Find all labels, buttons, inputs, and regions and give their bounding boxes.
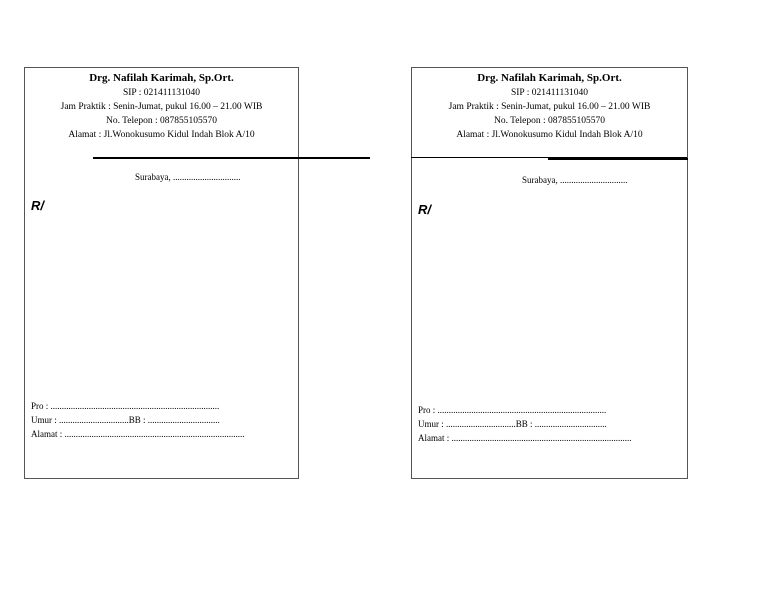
doctor-name: Drg. Nafilah Karimah, Sp.Ort. — [477, 72, 622, 84]
patient-pro-field: Pro : ........................................................................... — [418, 405, 607, 415]
prescription-header — [25, 68, 298, 142]
patient-fields — [418, 403, 632, 445]
phone-number: No. Telepon : 087855105570 — [105, 116, 218, 126]
practice-address: Alamat : Jl.Wonokusumo Kidul Indah Blok A/10 — [456, 130, 643, 140]
city-date-line: Surabaya, .............................. — [135, 172, 241, 182]
practice-hours: Jam Praktik : Senin-Jumat, pukul 16.00 – 21.00 WIB — [448, 102, 651, 112]
rx-symbol: R/ — [31, 198, 44, 213]
sip-number: SIP : 021411131040 — [122, 88, 201, 98]
practice-hours: Jam Praktik : Senin-Jumat, pukul 16.00 – 21.00 WIB — [60, 102, 263, 112]
patient-age-weight-field: Umur : ...............................BB : ................................ — [418, 419, 607, 429]
city-date-line: Surabaya, .............................. — [522, 175, 628, 185]
practice-address: Alamat : Jl.Wonokusumo Kidul Indah Blok A/10 — [68, 130, 255, 140]
divider-line-right-thick — [548, 158, 688, 160]
patient-fields — [31, 399, 245, 441]
patient-pro-field: Pro : ........................................................................... — [31, 401, 220, 411]
prescription-card-left — [24, 67, 299, 479]
patient-address-field: Alamat : ................................................................................ — [418, 433, 632, 443]
phone-number: No. Telepon : 087855105570 — [493, 116, 606, 126]
patient-age-weight-field: Umur : ...............................BB : ................................ — [31, 415, 220, 425]
sip-number: SIP : 021411131040 — [510, 88, 589, 98]
patient-address-field: Alamat : ................................................................................ — [31, 429, 245, 439]
prescription-card-right — [411, 67, 688, 479]
divider-line-left — [93, 157, 370, 159]
prescription-header — [412, 68, 687, 142]
rx-symbol: R/ — [418, 202, 431, 217]
doctor-name: Drg. Nafilah Karimah, Sp.Ort. — [89, 72, 234, 84]
